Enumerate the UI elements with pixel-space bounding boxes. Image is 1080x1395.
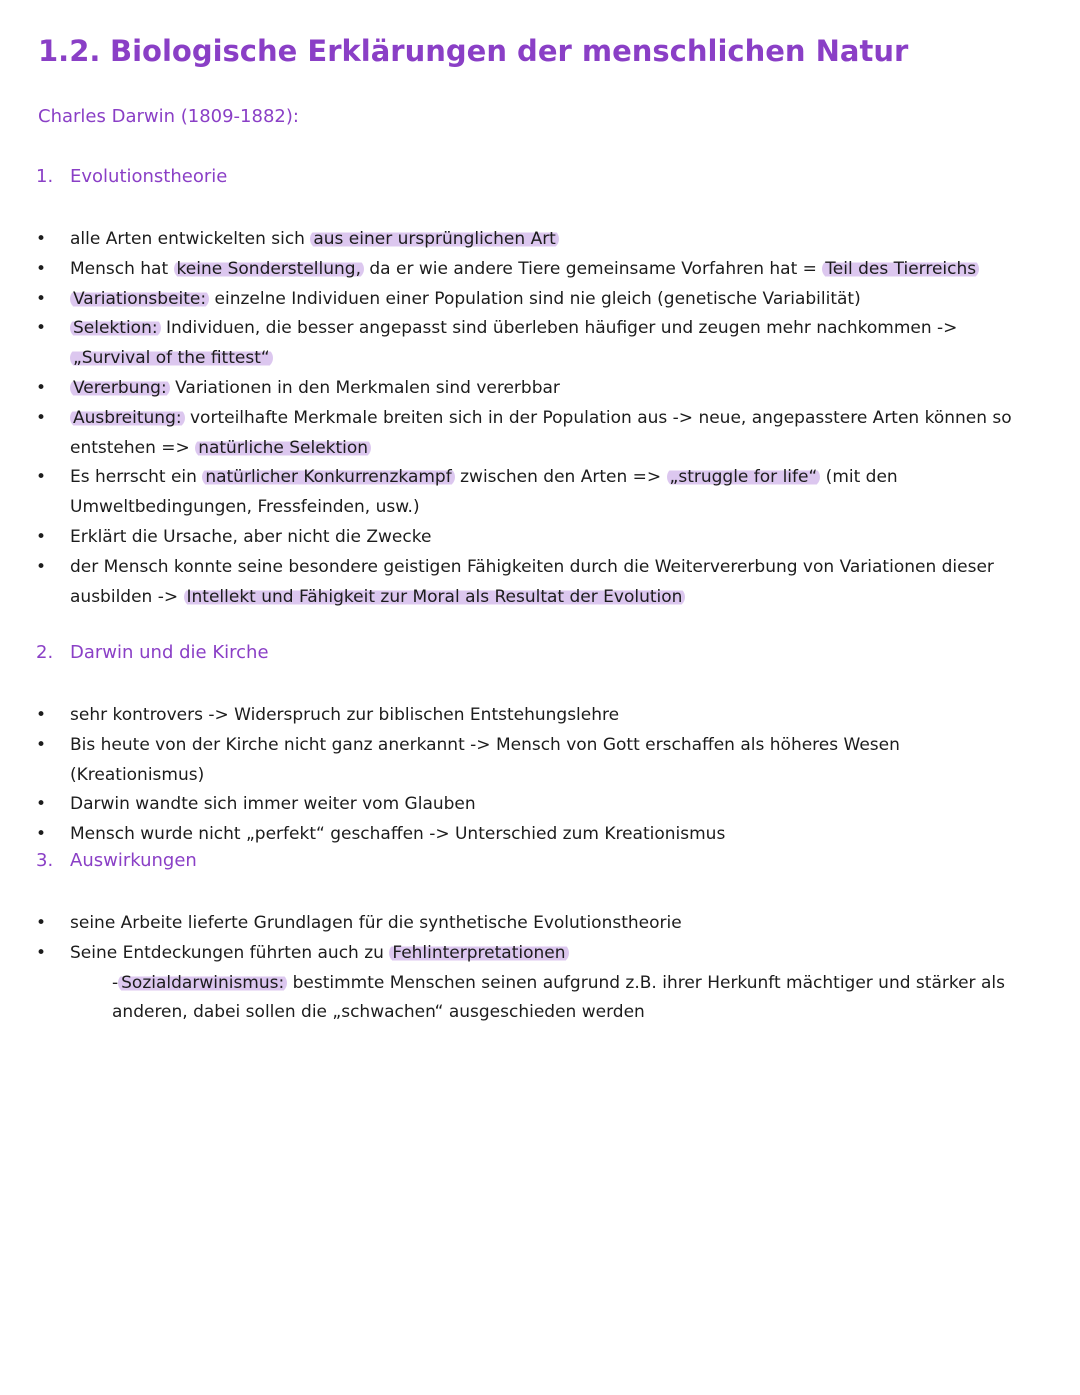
title-text: Biologische Erklärungen der menschlichen Natur [110,34,909,68]
text-fragment: Mensch wurde nicht „perfekt“ geschaffen -> Unterschied zum Kreationismus [70,824,726,845]
bullet-item [36,285,1026,315]
bullet-item [36,225,1026,255]
text-fragment: sehr kontrovers -> Widerspruch zur biblischen Entstehungslehre [70,705,620,725]
highlighted-term: „Survival of the fittest“ [70,348,273,368]
section-list [36,909,1026,1028]
text-fragment: Darwin wandte sich immer weiter vom Glauben [70,794,476,815]
text-fragment: Es herrscht ein [70,467,203,488]
bullet-item [36,553,1026,613]
bullet-item [36,790,1026,820]
highlighted-term: Fehlinterpretationen [389,943,568,963]
text-fragment: da er wie andere Tiere gemeinsame Vorfahren hat = [363,258,823,279]
text-fragment: zwischen den Arten => [454,467,667,488]
text-fragment: Erklärt die Ursache, aber nicht die Zwecke [70,526,432,547]
section-heading [36,850,197,871]
bullet-item [36,374,1026,404]
bullet-item [36,404,1026,464]
text-fragment: bestimmte Menschen seinen aufgrund z.B. ihrer Herkunft mächtiger und stärker als anderen, dabei sollen die „schwachen“ ausgeschieden werden [112,972,1005,1023]
bullet-item [36,909,1026,939]
bullet-item [36,314,1026,374]
section-list [36,701,1026,850]
highlighted-term: „struggle for life“ [667,467,821,487]
bullet-item [36,523,1026,553]
section-title: Evolutionstheorie [70,166,228,187]
highlighted-term: natürlicher Konkurrenzkampf [202,467,454,487]
highlighted-term: Teil des Tierreichs [822,259,979,279]
section-number: 3. [36,850,54,871]
highlighted-term: Variationsbeite: [70,289,209,309]
text-fragment: einzelne Individuen einer Population sind nie gleich (genetische Variabilität) [209,288,861,309]
text-fragment: Individuen, die besser angepasst sind überleben häufiger und zeugen mehr nachkommen -> [160,318,958,339]
section-heading [36,642,269,663]
section-title: Auswirkungen [70,850,197,871]
text-fragment: Seine Entdeckungen führten auch zu [70,942,390,963]
highlighted-term: aus einer ursprünglichen Art [310,229,559,249]
highlighted-term: Sozialdarwinismus: [118,973,287,993]
highlighted-term: Selektion: [70,318,161,338]
highlighted-term: Intellekt und Fähigkeit zur Moral als Resultat der Evolution [184,587,686,607]
section-title: Darwin und die Kirche [70,642,269,663]
section-number: 2. [36,642,54,663]
text-fragment: - [112,972,119,993]
section-number: 1. [36,166,54,187]
highlighted-term: keine Sonderstellung, [174,259,364,279]
bullet-item [36,255,1026,285]
text-fragment: (mit den Umweltbedingungen, Fressfeinden, usw.) [70,467,898,518]
bullet-item [36,731,1026,791]
section-list [36,225,1026,612]
highlighted-term: natürliche Selektion [195,438,371,458]
text-fragment: der Mensch konnte seine besondere geistigen Fähigkeiten durch die Weitervererbung von Variationen dieser ausbilden -> [70,556,994,607]
subheading: Charles Darwin (1809-1882): [38,106,299,127]
text-fragment: vorteilhafte Merkmale breiten sich in der Population aus -> neue, angepasstere Arten können so entstehen => [70,407,1012,458]
title-number: 1.2. [38,34,101,68]
highlighted-term: Vererbung: [70,378,170,398]
highlighted-term: Ausbreitung: [70,408,185,428]
text-fragment: Variationen in den Merkmalen sind vererbbar [169,377,560,398]
text-fragment: seine Arbeite lieferte Grundlagen für die synthetische Evolutionstheorie [70,913,682,933]
bullet-item [36,820,1026,850]
sub-note [70,969,1026,1029]
bullet-item [36,939,1026,1028]
page-title [38,34,908,68]
bullet-item [36,463,1026,523]
text-fragment: Bis heute von der Kirche nicht ganz anerkannt -> Mensch von Gott erschaffen als höheres Wesen (Kreationismus) [70,734,900,785]
text-fragment: Mensch hat [70,258,174,279]
bullet-item [36,701,1026,731]
section-heading [36,166,227,187]
text-fragment: alle Arten entwickelten sich [70,229,311,249]
